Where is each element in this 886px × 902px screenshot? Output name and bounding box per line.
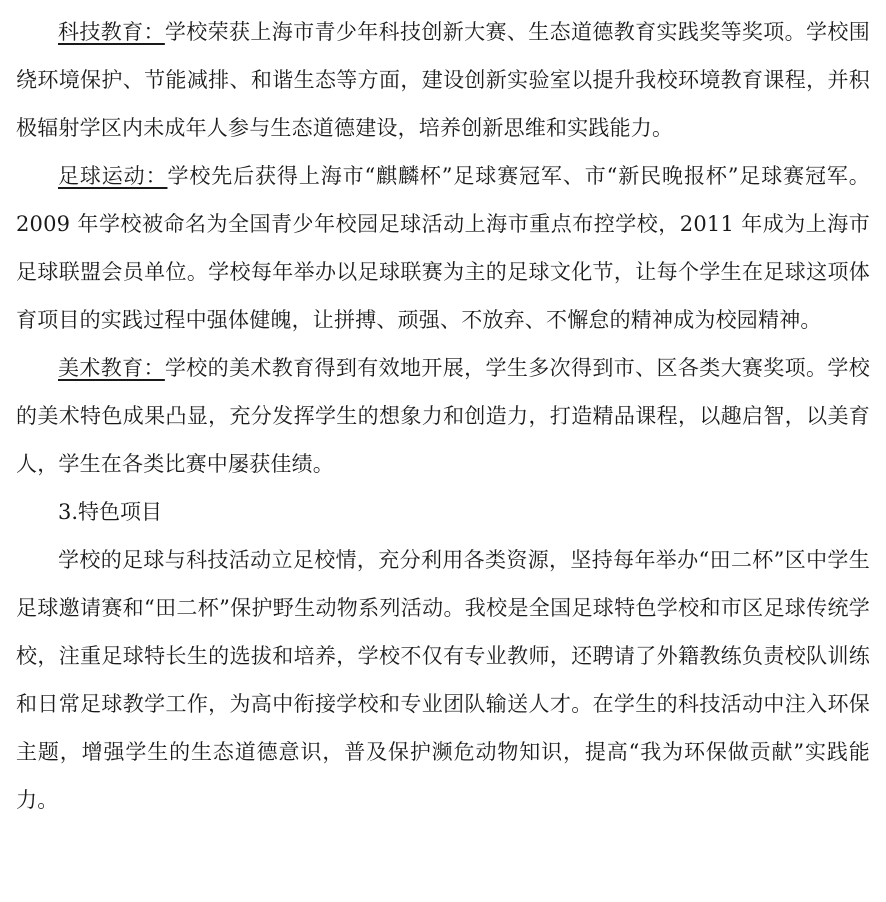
tech-education-paragraph <box>16 8 870 152</box>
art-education-label: 美术教育： <box>58 356 165 380</box>
tech-education-text: 学校荣获上海市青少年科技创新大赛、生态道德教育实践奖等奖项。学校围绕环境保护、节能减排、和谐生态等方面，建设创新实验室以提升我校环境教育课程，并积极辐射学区内未成年人参与生态道德建设，培养创新思维和实践能力。 <box>16 20 870 140</box>
art-education-text: 学校的美术教育得到有效地开展，学生多次得到市、区各类大赛奖项。学校的美术特色成果凸显，充分发挥学生的想象力和创造力，打造精品课程，以趣启智，以美育人，学生在各类比赛中屡获佳绩。 <box>16 356 870 476</box>
football-paragraph <box>16 152 870 344</box>
football-label: 足球运动： <box>58 164 168 188</box>
football-text: 学校先后获得上海市“麒麟杯”足球赛冠军、市“新民晚报杯”足球赛冠军。2009 年学校被命名为全国青少年校园足球活动上海市重点布控学校，2011 年成为上海市足球联盟会员单位。学校每年举办以足球联赛为主的足球文化节，让每个学生在足球这项体育项目的实践过程中强体健魄，让拼搏、顽强、不放弃、不懈怠的精神成为校园精神。 <box>16 164 871 332</box>
section-title: 3.特色项目 <box>58 500 163 524</box>
tech-education-label: 科技教育： <box>58 20 165 44</box>
art-education-paragraph <box>16 344 870 488</box>
feature-paragraph: 学校的足球与科技活动立足校情，充分利用各类资源，坚持每年举办“田二杯”区中学生足球邀请赛和“田二杯”保护野生动物系列活动。我校是全国足球特色学校和市区足球传统学校，注重足球特长生的选拔和培养，学校不仅有专业教师，还聘请了外籍教练负责校队训练和日常足球教学工作，为高中衔接学校和专业团队输送人才。在学生的科技活动中注入环保主题，增强学生的生态道德意识，普及保护濒危动物知识，提高“我为环保做贡献”实践能力。 <box>16 548 870 812</box>
